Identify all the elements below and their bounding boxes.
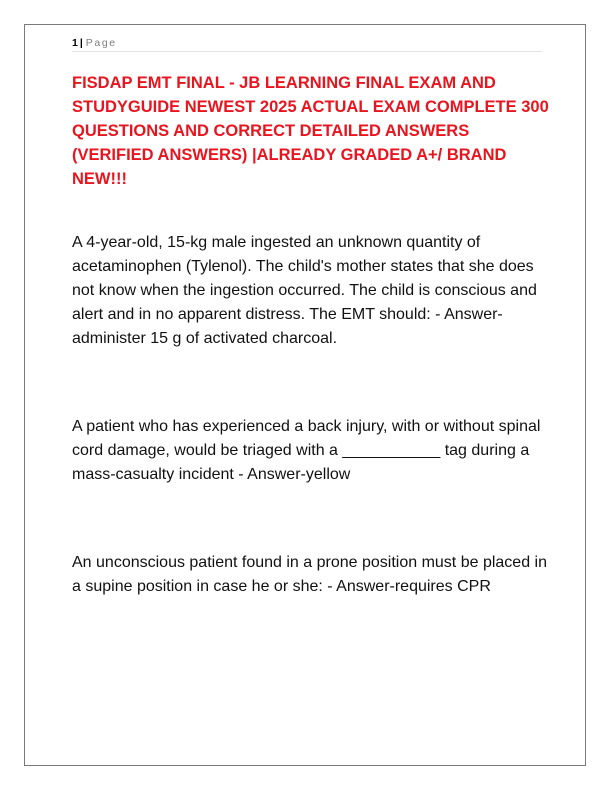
question-answer-3: An unconscious patient found in a prone position must be placed in a supine position in case he or she: - Answer-requires CPR — [72, 554, 547, 595]
page-header — [72, 36, 542, 52]
document-title: FISDAP EMT FINAL - JB LEARNING FINAL EXAM AND STUDYGUIDE NEWEST 2025 ACTUAL EXAM COMPLETE 300 QUESTIONS AND CORRECT DETAILED ANSWERS (VERIFIED ANSWERS) |ALREADY GRADED A+/ BRAND NEW!!! — [72, 74, 549, 188]
question-answer-2: A patient who has experienced a back injury, with or without spinal cord damage, would be triaged with a ___________ tag during a mass-casualty incident - Answer-yellow — [72, 418, 541, 483]
page-separator: | — [79, 37, 83, 49]
page-label: Page — [85, 37, 117, 49]
question-answer-1: A 4-year-old, 15-kg male ingested an unknown quantity of acetaminophen (Tylenol). The child's mother states that she does not know when the ingestion occurred. The child is conscious and alert and in no apparent distress. The EMT should: - Answer-administer 15 g of activated charcoal. — [72, 234, 537, 347]
page-number: 1 — [72, 37, 78, 49]
